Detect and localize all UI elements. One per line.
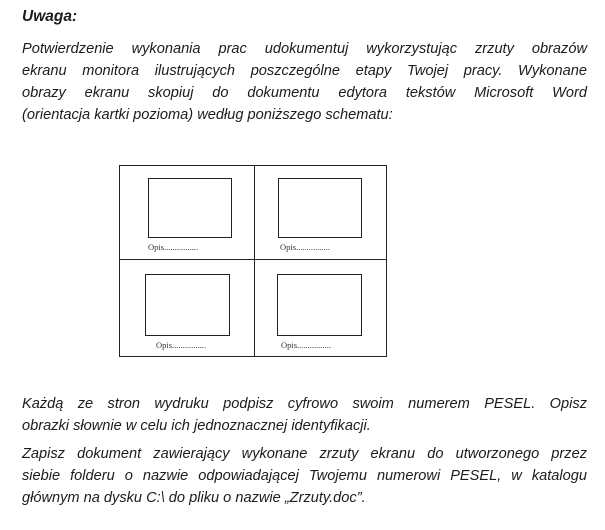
caption-placeholder-4: Opis................ — [281, 340, 332, 350]
caption-placeholder-3: Opis................ — [156, 340, 207, 350]
text-line: Każdą ze stron wydruku podpisz cyfrowo swoim numerem PESEL. Opisz — [22, 396, 587, 412]
save-instructions-paragraph — [22, 443, 587, 509]
text-line: (orientacja kartki pozioma) według poniższego schematu: — [22, 107, 393, 123]
note-heading: Uwaga: — [22, 8, 78, 25]
text-line: Potwierdzenie wykonania prac udokumentuj wykorzystując zrzuty obrazów — [22, 41, 587, 57]
screenshot-placeholder-1 — [148, 178, 232, 238]
screenshot-placeholder-4 — [277, 274, 362, 336]
signature-paragraph — [22, 393, 587, 437]
text-line: ekranu monitora ilustrujących poszczególne etapy Twojej pracy. Wykonane — [22, 63, 587, 79]
instructions-paragraph — [22, 38, 587, 148]
text-line: siebie folderu o nazwie odpowiadającej Twojemu numerowi PESEL, w katalogu — [22, 468, 587, 484]
text-line: Zapisz dokument zawierający wykonane zrzuty ekranu do utworzonego przez — [22, 446, 587, 462]
text-line: głównym na dysku C:\ do pliku o nazwie „Zrzuty.doc”. — [22, 490, 366, 506]
caption-placeholder-2: Opis................ — [280, 242, 331, 252]
text-line: obrazki słownie w celu ich jednoznacznej identyfikacji. — [22, 418, 371, 434]
screenshot-placeholder-2 — [278, 178, 362, 238]
screenshot-placeholder-3 — [145, 274, 230, 336]
screenshot-layout-schema — [119, 165, 387, 357]
caption-placeholder-1: Opis................ — [148, 242, 199, 252]
schema-horizontal-divider — [120, 259, 386, 260]
text-line: obrazy ekranu skopiuj do dokumentu edytora tekstów Microsoft Word — [22, 85, 587, 101]
schema-vertical-divider — [254, 166, 255, 356]
